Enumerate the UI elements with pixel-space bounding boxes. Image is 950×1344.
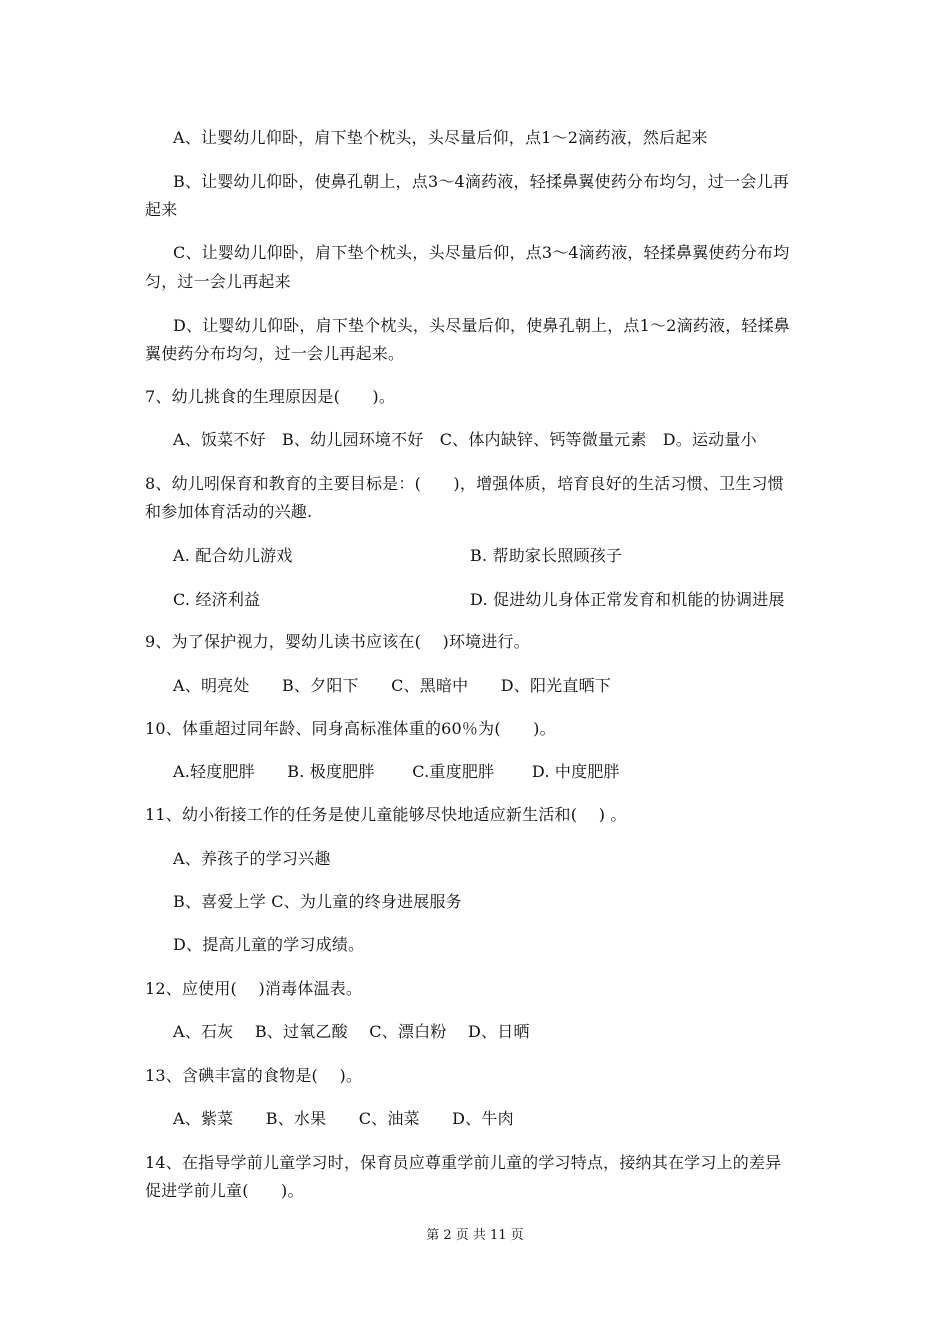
q10-options: A.轻度肥胖 B. 极度肥胖 C.重度肥胖 D. 中度肥胖	[173, 762, 620, 781]
q10-stem: 10、体重超过同年龄、同身高标准体重的60％为( )。	[145, 719, 556, 738]
q12-options: A、石灰 B、过氧乙酸 C、漂白粉 D、日晒	[173, 1022, 530, 1041]
q13-stem: 13、含碘丰富的食物是( )。	[145, 1066, 363, 1085]
q7-options: A、饭菜不好 B、幼儿园环境不好 C、体内缺锌、钙等微量元素 D。运动量小	[173, 430, 757, 449]
q9-stem: 9、为了保护视力，婴幼儿读书应该在( )环境进行。	[145, 632, 530, 651]
q8-option-a: A. 配合幼儿游戏	[173, 546, 293, 565]
q8-stem-line2: 和参加体育活动的兴趣.	[145, 502, 313, 521]
q13-options: A、紫菜 B、水果 C、油菜 D、牛肉	[173, 1109, 514, 1128]
q7-stem: 7、幼儿挑食的生理原因是( )。	[145, 387, 396, 406]
q6-option-d-line2: 翼使药分布均匀，过一会儿再起来。	[145, 344, 405, 363]
q6-option-a: A、让婴幼儿仰卧，肩下垫个枕头，头尽量后仰，点1～2滴药液，然后起来	[173, 128, 708, 147]
q6-option-d-line1: D、让婴幼儿仰卧，肩下垫个枕头，头尽量后仰，使鼻孔朝上，点1～2滴药液，轻揉鼻	[173, 316, 790, 335]
q11-stem: 11、幼小衔接工作的任务是使儿童能够尽快地适应新生活和( ) 。	[145, 805, 627, 824]
q12-stem: 12、应使用( )消毒体温表。	[145, 979, 363, 998]
q6-option-c-line2: 匀，过一会儿再起来	[145, 272, 291, 291]
q6-option-c-line1: C、让婴幼儿仰卧，肩下垫个枕头，头尽量后仰，点3～4滴药液，轻揉鼻翼使药分布均	[173, 243, 790, 262]
q6-option-b-line2: 起来	[145, 200, 178, 219]
q8-option-b: B. 帮助家长照顾孩子	[470, 546, 623, 565]
q8-option-c: C. 经济利益	[173, 590, 261, 609]
q6-option-b-line1: B、让婴幼儿仰卧，使鼻孔朝上，点3～4滴药液，轻揉鼻翼使药分布均匀，过一会儿再	[173, 172, 789, 191]
q14-stem-line1: 14、在指导学前儿童学习时，保育员应尊重学前儿童的学习特点，接纳其在学习上的差异	[145, 1153, 782, 1172]
q8-stem-line1: 8、幼儿吲保育和教育的主要目标是：( )，增强体质，培育良好的生活习惯、卫生习惯	[145, 474, 784, 493]
q14-stem-line2: 促进学前儿童( )。	[145, 1181, 304, 1200]
q9-options: A、明亮处 B、夕阳下 C、黑暗中 D、阳光直晒下	[173, 676, 611, 695]
q8-option-d: D. 促进幼儿身体正常发育和机能的协调进展	[470, 590, 785, 609]
page-footer: 第 2 页 共 11 页	[426, 1228, 524, 1243]
q11-option-a: A、养孩子的学习兴趣	[173, 849, 331, 868]
q11-option-bc: B、喜爱上学 C、为儿童的终身进展服务	[173, 892, 462, 911]
q11-option-d: D、提高儿童的学习成绩。	[173, 935, 365, 954]
